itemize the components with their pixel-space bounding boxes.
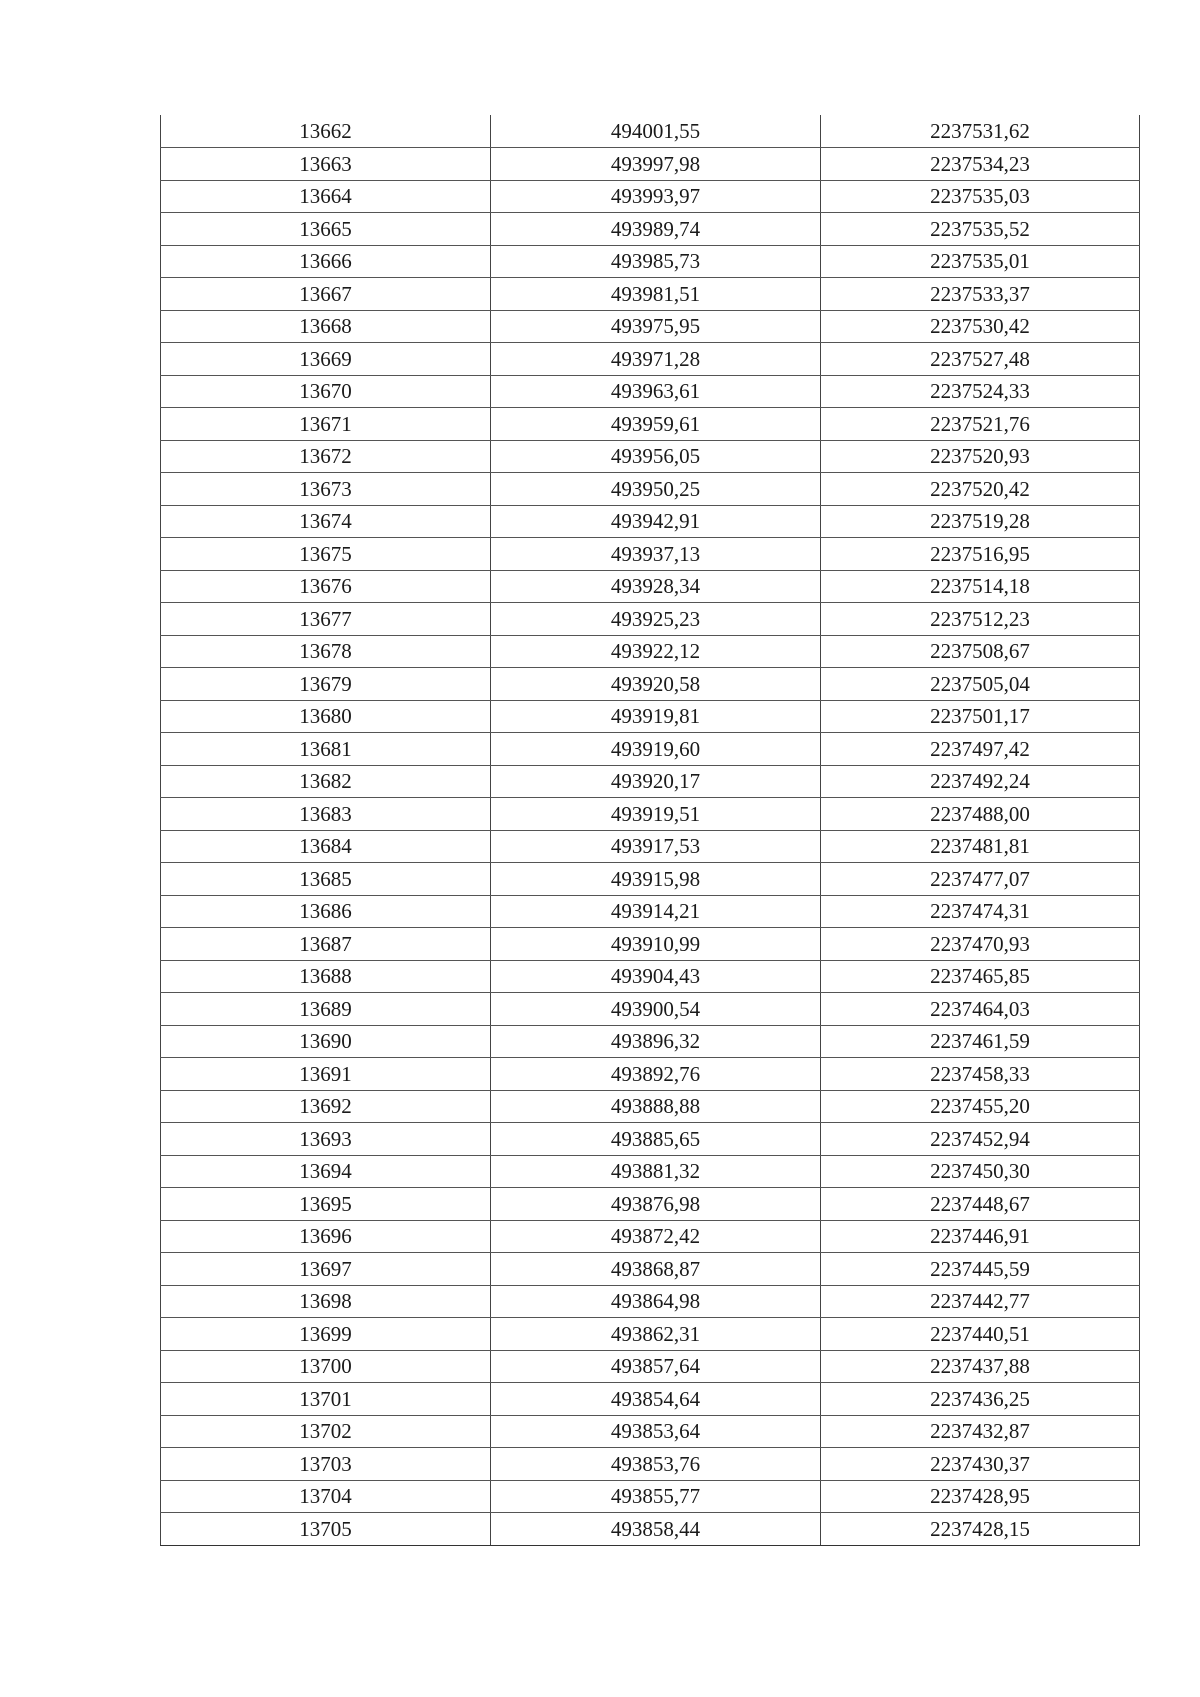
y-coordinate-cell: 2237488,00 bbox=[821, 798, 1140, 831]
x-coordinate-cell: 493950,25 bbox=[491, 473, 821, 506]
table-row bbox=[161, 1025, 1140, 1058]
point-number-cell: 13683 bbox=[161, 798, 491, 831]
x-coordinate-cell: 493956,05 bbox=[491, 440, 821, 473]
x-coordinate-cell: 493868,87 bbox=[491, 1253, 821, 1286]
point-number-cell: 13672 bbox=[161, 440, 491, 473]
table-row bbox=[161, 635, 1140, 668]
x-coordinate-cell: 493942,91 bbox=[491, 505, 821, 538]
table-row bbox=[161, 1480, 1140, 1513]
y-coordinate-cell: 2237519,28 bbox=[821, 505, 1140, 538]
x-coordinate-cell: 493858,44 bbox=[491, 1513, 821, 1546]
table-row bbox=[161, 1383, 1140, 1416]
y-coordinate-cell: 2237512,23 bbox=[821, 603, 1140, 636]
x-coordinate-cell: 493919,51 bbox=[491, 798, 821, 831]
y-coordinate-cell: 2237497,42 bbox=[821, 733, 1140, 766]
x-coordinate-cell: 493910,99 bbox=[491, 928, 821, 961]
table-row bbox=[161, 1448, 1140, 1481]
point-number-cell: 13664 bbox=[161, 180, 491, 213]
point-number-cell: 13671 bbox=[161, 408, 491, 441]
x-coordinate-cell: 493892,76 bbox=[491, 1058, 821, 1091]
point-number-cell: 13680 bbox=[161, 700, 491, 733]
y-coordinate-cell: 2237461,59 bbox=[821, 1025, 1140, 1058]
y-coordinate-cell: 2237432,87 bbox=[821, 1415, 1140, 1448]
x-coordinate-cell: 493900,54 bbox=[491, 993, 821, 1026]
point-number-cell: 13679 bbox=[161, 668, 491, 701]
x-coordinate-cell: 493853,64 bbox=[491, 1415, 821, 1448]
y-coordinate-cell: 2237530,42 bbox=[821, 310, 1140, 343]
y-coordinate-cell: 2237520,42 bbox=[821, 473, 1140, 506]
y-coordinate-cell: 2237535,52 bbox=[821, 213, 1140, 246]
table-row bbox=[161, 538, 1140, 571]
x-coordinate-cell: 493915,98 bbox=[491, 863, 821, 896]
x-coordinate-cell: 493981,51 bbox=[491, 278, 821, 311]
point-number-cell: 13682 bbox=[161, 765, 491, 798]
point-number-cell: 13673 bbox=[161, 473, 491, 506]
x-coordinate-cell: 493963,61 bbox=[491, 375, 821, 408]
y-coordinate-cell: 2237436,25 bbox=[821, 1383, 1140, 1416]
table-row bbox=[161, 1318, 1140, 1351]
y-coordinate-cell: 2237445,59 bbox=[821, 1253, 1140, 1286]
coordinates-table bbox=[160, 115, 1140, 1546]
x-coordinate-cell: 493925,23 bbox=[491, 603, 821, 636]
table-row bbox=[161, 993, 1140, 1026]
table-row bbox=[161, 213, 1140, 246]
point-number-cell: 13690 bbox=[161, 1025, 491, 1058]
point-number-cell: 13685 bbox=[161, 863, 491, 896]
x-coordinate-cell: 493857,64 bbox=[491, 1350, 821, 1383]
x-coordinate-cell: 493975,95 bbox=[491, 310, 821, 343]
table-row bbox=[161, 115, 1140, 148]
point-number-cell: 13696 bbox=[161, 1220, 491, 1253]
point-number-cell: 13686 bbox=[161, 895, 491, 928]
table-row bbox=[161, 733, 1140, 766]
point-number-cell: 13701 bbox=[161, 1383, 491, 1416]
y-coordinate-cell: 2237481,81 bbox=[821, 830, 1140, 863]
table-row bbox=[161, 505, 1140, 538]
table-row bbox=[161, 1123, 1140, 1156]
point-number-cell: 13702 bbox=[161, 1415, 491, 1448]
x-coordinate-cell: 493896,32 bbox=[491, 1025, 821, 1058]
table-row bbox=[161, 1090, 1140, 1123]
y-coordinate-cell: 2237533,37 bbox=[821, 278, 1140, 311]
y-coordinate-cell: 2237455,20 bbox=[821, 1090, 1140, 1123]
y-coordinate-cell: 2237446,91 bbox=[821, 1220, 1140, 1253]
y-coordinate-cell: 2237521,76 bbox=[821, 408, 1140, 441]
point-number-cell: 13666 bbox=[161, 245, 491, 278]
y-coordinate-cell: 2237440,51 bbox=[821, 1318, 1140, 1351]
y-coordinate-cell: 2237428,15 bbox=[821, 1513, 1140, 1546]
x-coordinate-cell: 493854,64 bbox=[491, 1383, 821, 1416]
table-row bbox=[161, 148, 1140, 181]
table-row bbox=[161, 1513, 1140, 1546]
point-number-cell: 13674 bbox=[161, 505, 491, 538]
x-coordinate-cell: 493917,53 bbox=[491, 830, 821, 863]
table-row bbox=[161, 473, 1140, 506]
point-number-cell: 13700 bbox=[161, 1350, 491, 1383]
x-coordinate-cell: 493872,42 bbox=[491, 1220, 821, 1253]
x-coordinate-cell: 493989,74 bbox=[491, 213, 821, 246]
point-number-cell: 13676 bbox=[161, 570, 491, 603]
point-number-cell: 13687 bbox=[161, 928, 491, 961]
y-coordinate-cell: 2237492,24 bbox=[821, 765, 1140, 798]
point-number-cell: 13667 bbox=[161, 278, 491, 311]
table-row bbox=[161, 310, 1140, 343]
y-coordinate-cell: 2237531,62 bbox=[821, 115, 1140, 148]
x-coordinate-cell: 493920,17 bbox=[491, 765, 821, 798]
point-number-cell: 13689 bbox=[161, 993, 491, 1026]
table-row bbox=[161, 830, 1140, 863]
point-number-cell: 13668 bbox=[161, 310, 491, 343]
table-row bbox=[161, 1188, 1140, 1221]
x-coordinate-cell: 493919,81 bbox=[491, 700, 821, 733]
y-coordinate-cell: 2237524,33 bbox=[821, 375, 1140, 408]
point-number-cell: 13693 bbox=[161, 1123, 491, 1156]
point-number-cell: 13663 bbox=[161, 148, 491, 181]
table-row bbox=[161, 1415, 1140, 1448]
x-coordinate-cell: 493885,65 bbox=[491, 1123, 821, 1156]
x-coordinate-cell: 493855,77 bbox=[491, 1480, 821, 1513]
table-row bbox=[161, 1155, 1140, 1188]
point-number-cell: 13699 bbox=[161, 1318, 491, 1351]
table-row bbox=[161, 1350, 1140, 1383]
y-coordinate-cell: 2237514,18 bbox=[821, 570, 1140, 603]
table-row bbox=[161, 408, 1140, 441]
point-number-cell: 13675 bbox=[161, 538, 491, 571]
y-coordinate-cell: 2237465,85 bbox=[821, 960, 1140, 993]
x-coordinate-cell: 493928,34 bbox=[491, 570, 821, 603]
y-coordinate-cell: 2237520,93 bbox=[821, 440, 1140, 473]
y-coordinate-cell: 2237535,01 bbox=[821, 245, 1140, 278]
x-coordinate-cell: 493862,31 bbox=[491, 1318, 821, 1351]
y-coordinate-cell: 2237470,93 bbox=[821, 928, 1140, 961]
y-coordinate-cell: 2237430,37 bbox=[821, 1448, 1140, 1481]
point-number-cell: 13703 bbox=[161, 1448, 491, 1481]
x-coordinate-cell: 493959,61 bbox=[491, 408, 821, 441]
x-coordinate-cell: 493888,88 bbox=[491, 1090, 821, 1123]
table-row bbox=[161, 863, 1140, 896]
y-coordinate-cell: 2237474,31 bbox=[821, 895, 1140, 928]
point-number-cell: 13665 bbox=[161, 213, 491, 246]
point-number-cell: 13681 bbox=[161, 733, 491, 766]
point-number-cell: 13698 bbox=[161, 1285, 491, 1318]
table-row bbox=[161, 343, 1140, 376]
x-coordinate-cell: 493922,12 bbox=[491, 635, 821, 668]
table-row bbox=[161, 1285, 1140, 1318]
x-coordinate-cell: 493881,32 bbox=[491, 1155, 821, 1188]
y-coordinate-cell: 2237448,67 bbox=[821, 1188, 1140, 1221]
point-number-cell: 13684 bbox=[161, 830, 491, 863]
y-coordinate-cell: 2237450,30 bbox=[821, 1155, 1140, 1188]
table-row bbox=[161, 375, 1140, 408]
point-number-cell: 13670 bbox=[161, 375, 491, 408]
table-body bbox=[161, 115, 1140, 1545]
y-coordinate-cell: 2237428,95 bbox=[821, 1480, 1140, 1513]
table-row bbox=[161, 700, 1140, 733]
x-coordinate-cell: 493993,97 bbox=[491, 180, 821, 213]
y-coordinate-cell: 2237505,04 bbox=[821, 668, 1140, 701]
x-coordinate-cell: 493919,60 bbox=[491, 733, 821, 766]
table-row bbox=[161, 1058, 1140, 1091]
y-coordinate-cell: 2237442,77 bbox=[821, 1285, 1140, 1318]
table-row bbox=[161, 245, 1140, 278]
x-coordinate-cell: 493920,58 bbox=[491, 668, 821, 701]
y-coordinate-cell: 2237508,67 bbox=[821, 635, 1140, 668]
table-row bbox=[161, 668, 1140, 701]
x-coordinate-cell: 493853,76 bbox=[491, 1448, 821, 1481]
x-coordinate-cell: 493971,28 bbox=[491, 343, 821, 376]
x-coordinate-cell: 493904,43 bbox=[491, 960, 821, 993]
y-coordinate-cell: 2237516,95 bbox=[821, 538, 1140, 571]
point-number-cell: 13694 bbox=[161, 1155, 491, 1188]
y-coordinate-cell: 2237452,94 bbox=[821, 1123, 1140, 1156]
y-coordinate-cell: 2237458,33 bbox=[821, 1058, 1140, 1091]
point-number-cell: 13688 bbox=[161, 960, 491, 993]
point-number-cell: 13662 bbox=[161, 115, 491, 148]
x-coordinate-cell: 494001,55 bbox=[491, 115, 821, 148]
y-coordinate-cell: 2237535,03 bbox=[821, 180, 1140, 213]
table-row bbox=[161, 440, 1140, 473]
table-row bbox=[161, 278, 1140, 311]
y-coordinate-cell: 2237534,23 bbox=[821, 148, 1140, 181]
table-row bbox=[161, 928, 1140, 961]
y-coordinate-cell: 2237477,07 bbox=[821, 863, 1140, 896]
point-number-cell: 13697 bbox=[161, 1253, 491, 1286]
point-number-cell: 13691 bbox=[161, 1058, 491, 1091]
x-coordinate-cell: 493997,98 bbox=[491, 148, 821, 181]
table-row bbox=[161, 1253, 1140, 1286]
x-coordinate-cell: 493985,73 bbox=[491, 245, 821, 278]
table-row bbox=[161, 603, 1140, 636]
table-row bbox=[161, 765, 1140, 798]
point-number-cell: 13704 bbox=[161, 1480, 491, 1513]
table-row bbox=[161, 1220, 1140, 1253]
y-coordinate-cell: 2237527,48 bbox=[821, 343, 1140, 376]
x-coordinate-cell: 493864,98 bbox=[491, 1285, 821, 1318]
point-number-cell: 13695 bbox=[161, 1188, 491, 1221]
table-row bbox=[161, 960, 1140, 993]
y-coordinate-cell: 2237464,03 bbox=[821, 993, 1140, 1026]
table-row bbox=[161, 895, 1140, 928]
point-number-cell: 13678 bbox=[161, 635, 491, 668]
point-number-cell: 13669 bbox=[161, 343, 491, 376]
table-row bbox=[161, 798, 1140, 831]
y-coordinate-cell: 2237501,17 bbox=[821, 700, 1140, 733]
point-number-cell: 13705 bbox=[161, 1513, 491, 1546]
point-number-cell: 13677 bbox=[161, 603, 491, 636]
y-coordinate-cell: 2237437,88 bbox=[821, 1350, 1140, 1383]
x-coordinate-cell: 493937,13 bbox=[491, 538, 821, 571]
table-row bbox=[161, 570, 1140, 603]
point-number-cell: 13692 bbox=[161, 1090, 491, 1123]
x-coordinate-cell: 493914,21 bbox=[491, 895, 821, 928]
table-row bbox=[161, 180, 1140, 213]
x-coordinate-cell: 493876,98 bbox=[491, 1188, 821, 1221]
